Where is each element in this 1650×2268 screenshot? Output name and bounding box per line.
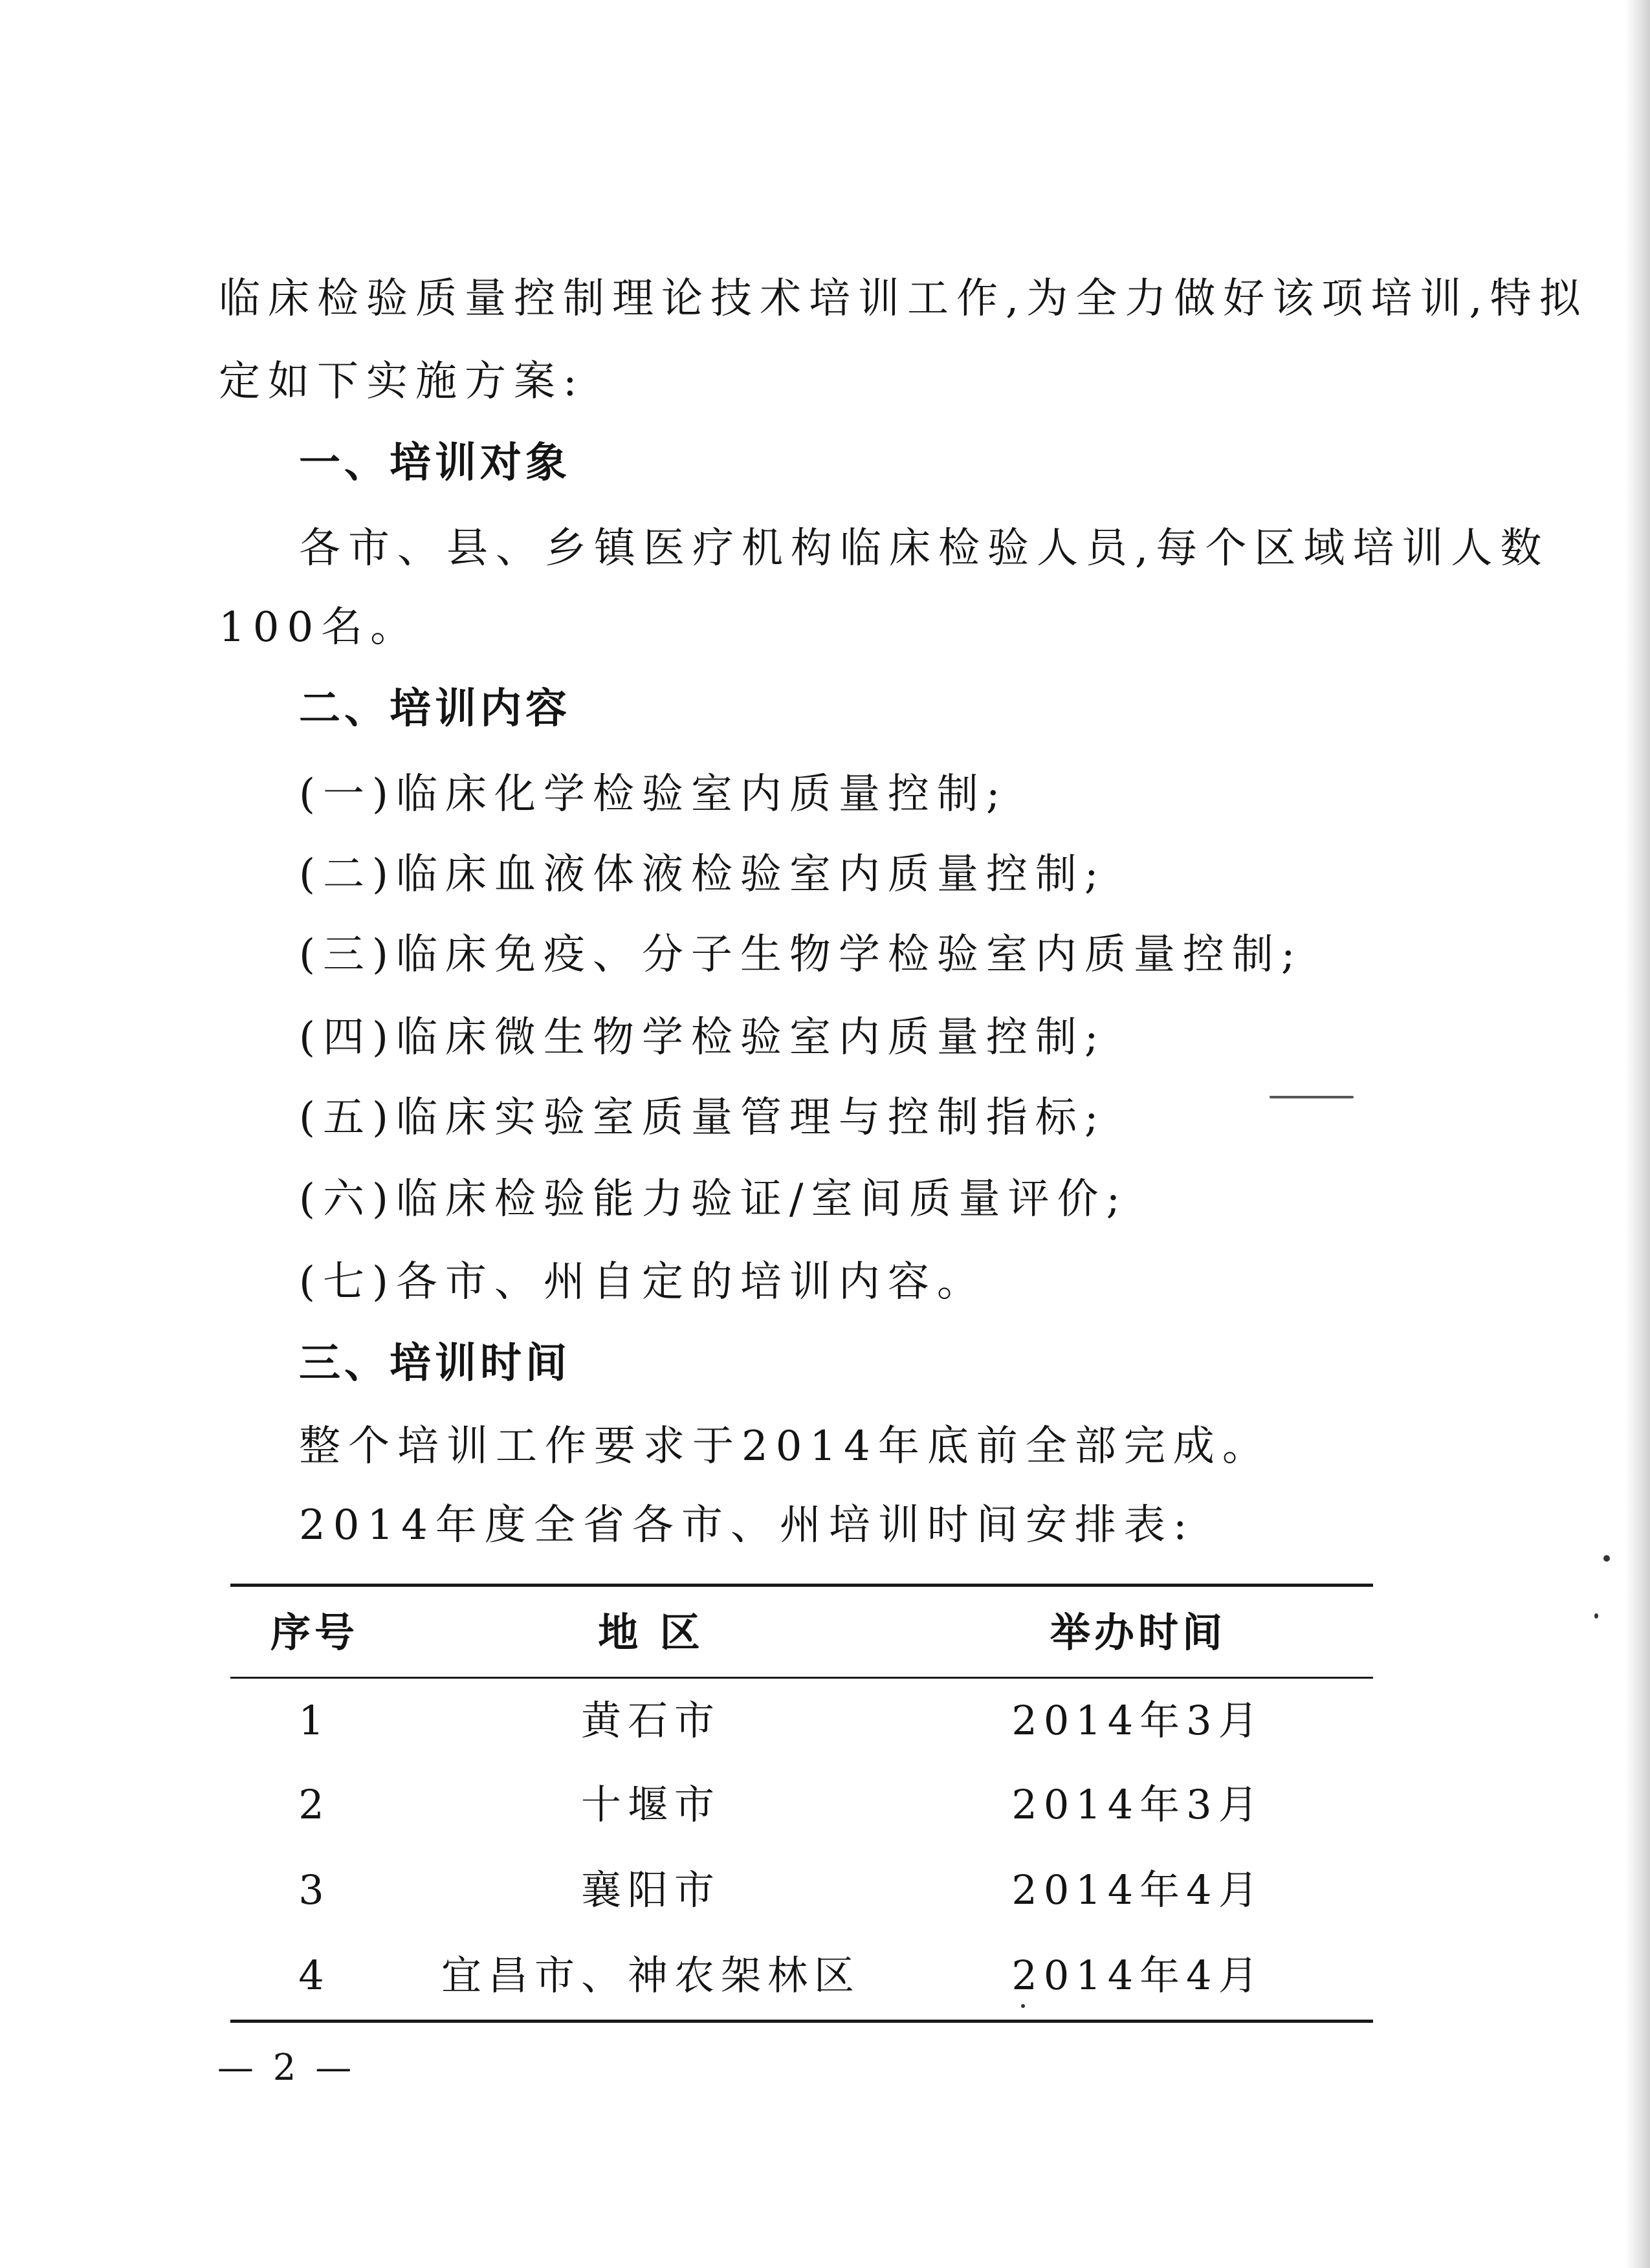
row-serial: 1 xyxy=(298,1697,331,1744)
section-heading-content: 二、培训内容 xyxy=(299,685,571,733)
intro-line-2: 定如下实施方案: xyxy=(219,358,585,406)
header-serial-number: 序号 xyxy=(270,1609,358,1656)
time-line-1: 整个培训工作要求于2014年底前全部完成。 xyxy=(299,1423,1271,1470)
targets-line-2: 100名。 xyxy=(219,604,420,651)
row-date: 2014年4月 xyxy=(1011,1866,1265,1914)
row-region: 襄阳市 xyxy=(580,1866,721,1914)
content-item-6: (六)临床检验能力验证/室间质量评价; xyxy=(299,1175,1128,1223)
content-item-5: (五)临床实验室质量管理与控制指标; xyxy=(299,1094,1106,1142)
content-item-2: (二)临床血液体液检验室内质量控制; xyxy=(299,851,1106,899)
section-heading-time: 三、培训时间 xyxy=(299,1340,571,1388)
page-number: — 2 — xyxy=(217,2047,356,2089)
content-item-1: (一)临床化学检验室内质量控制; xyxy=(299,770,1008,818)
content-item-7: (七)各市、州自定的培训内容。 xyxy=(299,1258,986,1306)
row-serial: 3 xyxy=(298,1866,331,1914)
header-date: 举办时间 xyxy=(1050,1609,1226,1656)
scan-edge-shadow xyxy=(1625,0,1650,2268)
table-header-rule xyxy=(230,1677,1373,1679)
row-region: 十堰市 xyxy=(580,1781,721,1828)
scan-dot xyxy=(1594,1613,1598,1619)
content-item-4: (四)临床微生物学检验室内质量控制; xyxy=(299,1014,1106,1062)
row-date: 2014年4月 xyxy=(1011,1952,1265,1999)
row-serial: 4 xyxy=(298,1952,331,1999)
row-region: 宜昌市、神农架林区 xyxy=(441,1952,861,1999)
content-item-3: (三)临床免疫、分子生物学检验室内质量控制; xyxy=(299,931,1303,979)
row-date: 2014年3月 xyxy=(1011,1781,1265,1828)
table-bottom-rule xyxy=(230,2020,1373,2023)
scan-dot xyxy=(1021,2004,1025,2008)
row-region: 黄石市 xyxy=(580,1697,721,1744)
time-line-2: 2014年度全省各市、州培训时间安排表: xyxy=(299,1501,1195,1549)
row-serial: 2 xyxy=(298,1781,331,1828)
schedule-table xyxy=(230,1584,1373,2023)
targets-line-1: 各市、县、乡镇医疗机构临床检验人员,每个区域培训人数 xyxy=(299,525,1550,572)
section-heading-targets: 一、培训对象 xyxy=(299,439,571,487)
scan-dot xyxy=(1603,1555,1610,1562)
row-date: 2014年3月 xyxy=(1011,1697,1265,1744)
table-top-rule xyxy=(230,1584,1373,1587)
header-region: 地 区 xyxy=(598,1609,704,1656)
scan-mark xyxy=(1270,1096,1354,1098)
intro-line-1: 临床检验质量控制理论技术培训工作,为全力做好该项培训,特拟 xyxy=(219,275,1589,323)
